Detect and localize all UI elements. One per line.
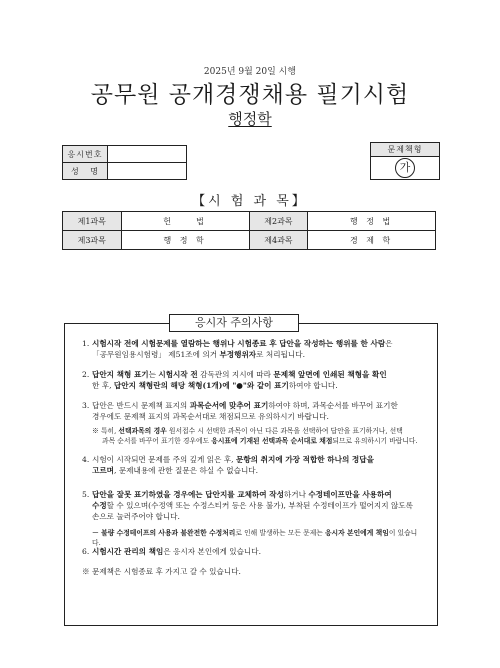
exam-date: 2025년 9월 20일 시행 bbox=[203, 67, 297, 77]
table-row bbox=[63, 212, 436, 231]
item-text: 부정행위자 bbox=[219, 350, 257, 359]
name-label: 성 명 bbox=[63, 163, 108, 180]
item-text: 손으로 눌러주어야 합니다. bbox=[92, 512, 180, 521]
item-note: 응시자 본인에게 책임 bbox=[324, 529, 389, 537]
item-text: 로 처리됩니다. bbox=[256, 350, 305, 359]
subject-number: 제3과목 bbox=[63, 231, 122, 250]
item-text: 시험시작 전 bbox=[158, 370, 198, 379]
notice-title: 응시자 주의사항 bbox=[169, 314, 299, 332]
item-note: 응시표에 기재된 선택과목 순서대로 채점 bbox=[211, 437, 333, 445]
item-text: 답안을 잘못 표기하였을 경우에는 답안지를 교체하여 작성 bbox=[92, 490, 284, 499]
candidate-info-table bbox=[62, 145, 187, 180]
item-text: 고르며 bbox=[92, 466, 115, 475]
item-number: 5. bbox=[82, 490, 90, 499]
item-text: 시험시작 전에 시험문제를 열람하는 행위나 시험종료 후 답안을 작성하는 행위를 한 사람 bbox=[92, 339, 386, 348]
notice-item bbox=[82, 454, 422, 476]
notice-item bbox=[82, 546, 422, 557]
item-text: 경우에도 문제책 표지의 과목순서대로 채점되므로 유의하시기 바랍니다. bbox=[92, 412, 329, 421]
item-note: 되므로 유의하시기 바랍니다. bbox=[332, 437, 418, 445]
subjects-heading: 【시 험 과 목】 bbox=[192, 194, 308, 209]
booklet-type-box bbox=[370, 142, 440, 180]
item-text: 「공무원임용시험령」 제51조에 의거 bbox=[92, 350, 220, 359]
notice-item bbox=[82, 400, 422, 446]
item-text: 은 bbox=[385, 339, 393, 348]
item-text: 하여야 하며, 과목순서를 바꾸어 표기한 bbox=[268, 401, 398, 410]
booklet-type-value: 가 bbox=[395, 158, 415, 178]
table-row bbox=[63, 231, 436, 250]
item-text: 하거나 bbox=[283, 490, 309, 499]
subject-name: 행 정 학 bbox=[121, 231, 249, 250]
subject-number: 제2과목 bbox=[249, 212, 308, 231]
item-text: 한 후, bbox=[92, 381, 114, 390]
page-title: 공무원 공개경쟁채용 필기시험 bbox=[90, 82, 410, 108]
item-number: 1. bbox=[82, 339, 90, 348]
subject-number: 제4과목 bbox=[249, 231, 308, 250]
exam-number-field[interactable] bbox=[108, 146, 187, 163]
exam-number-label: 응시번호 bbox=[63, 146, 108, 163]
item-note: 원서접수 시 선택한 과목이 아닌 다른 과목을 선택하여 답안을 표기하거나, 선택 bbox=[166, 427, 403, 435]
subject-name: 행 정 법 bbox=[308, 212, 436, 231]
item-text: 문제책 앞면에 인쇄된 책형을 확인 bbox=[273, 370, 387, 379]
subject-name: 경 제 학 bbox=[308, 231, 436, 250]
item-note: 과목 순서를 바꾸어 표기한 경우에도 bbox=[102, 437, 212, 445]
notice-item bbox=[82, 338, 422, 360]
item-number: 2. bbox=[82, 370, 90, 379]
item-text: 할 수 있으며(수정액 또는 수정스티커 등은 사용 불가), 부착된 수정테이프가 떨어지지 않도록 bbox=[106, 501, 413, 510]
subject-number: 제1과목 bbox=[63, 212, 122, 231]
booklet-type-label: 문제책형 bbox=[371, 143, 439, 157]
item-text: 수정테이프만을 사용하여 bbox=[308, 490, 392, 499]
item-note: － 불량 수정테이프의 사용과 불완전한 수정처리 bbox=[92, 529, 236, 537]
item-text: 수정 bbox=[92, 501, 107, 510]
item-text: 과목순서에 맞추어 표기 bbox=[189, 401, 269, 410]
item-note: 로 인해 발생하는 모든 문제는 bbox=[235, 529, 325, 537]
name-field[interactable] bbox=[108, 163, 187, 180]
item-text: 감독관의 지시에 따라 bbox=[197, 370, 274, 379]
item-text: ※ 문제책은 시험종료 후 가지고 갈 수 있습니다. bbox=[82, 567, 241, 576]
item-text: 은 응시자 본인에게 있습니다. bbox=[163, 547, 261, 556]
item-text: 답안은 반드시 문제책 표지의 bbox=[92, 401, 190, 410]
item-note: 이 있습니다. bbox=[92, 529, 418, 547]
item-number: 3. bbox=[82, 401, 90, 410]
item-text: 시험시간 관리의 책임 bbox=[92, 547, 164, 556]
item-text: 답안지 책형 표기 bbox=[92, 370, 149, 379]
notice-item bbox=[82, 369, 422, 391]
subject-name: 헌 법 bbox=[121, 212, 249, 231]
notice-item bbox=[82, 489, 422, 548]
item-text: 문항의 취지에 가장 적합한 하나의 정답을 bbox=[236, 455, 374, 464]
item-text: 시험이 시작되면 문제를 주의 깊게 읽은 후, bbox=[92, 455, 237, 464]
subjects-table bbox=[62, 211, 436, 250]
item-text: 하여야 합니다. bbox=[288, 381, 338, 390]
item-text: 는 bbox=[148, 370, 159, 379]
exam-subject-title: 행정학 bbox=[228, 110, 272, 128]
item-text: , 문제내용에 관한 질문은 하실 수 없습니다. bbox=[114, 466, 259, 475]
item-number: 6. bbox=[82, 547, 90, 556]
item-number: 4. bbox=[82, 455, 90, 464]
item-note: ※ 특히, bbox=[92, 427, 119, 435]
notice-item bbox=[82, 566, 422, 577]
item-note: 선택과목의 경우 bbox=[118, 427, 167, 435]
item-text: 답안지 책형란의 해당 책형(1개)에 "●"와 같이 표기 bbox=[113, 381, 289, 390]
